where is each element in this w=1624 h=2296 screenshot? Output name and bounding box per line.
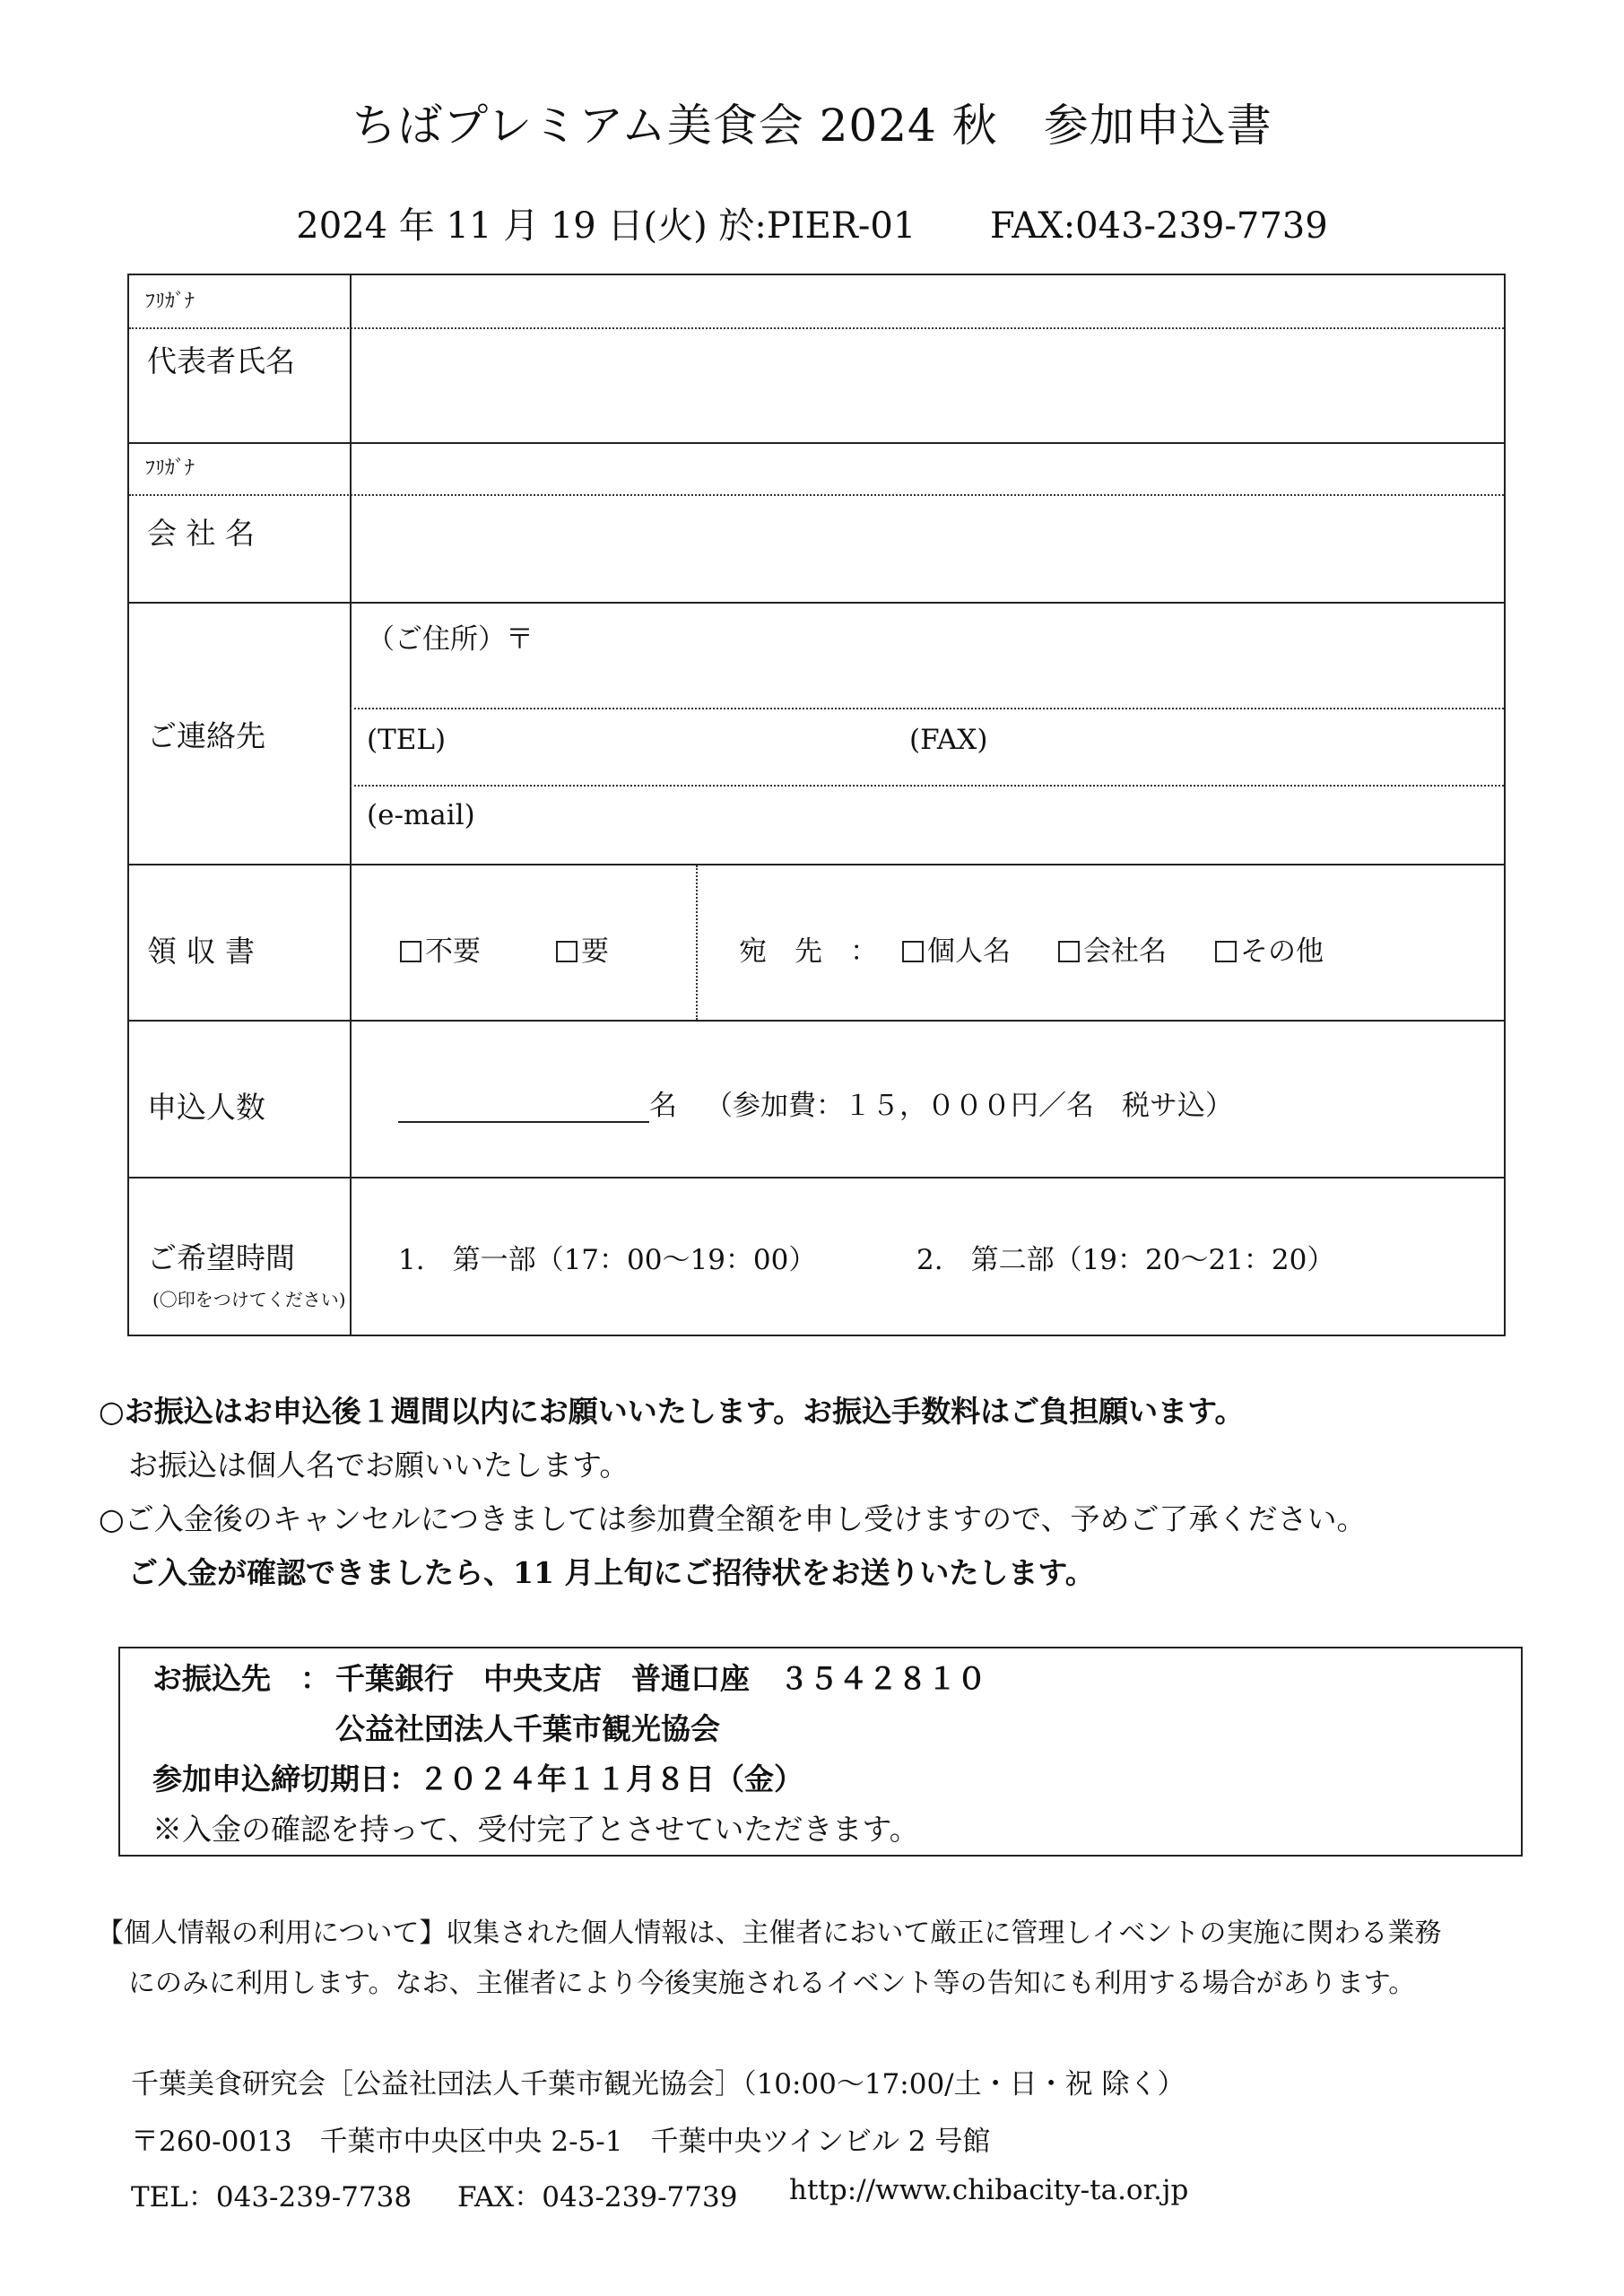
event-info — [0, 197, 1624, 248]
note-transfer-deadline: ○お振込はお申込後１週間以内にお願いいたします。お振込手数料はご負担願います。 — [99, 1394, 1245, 1429]
divider — [350, 785, 1504, 787]
bank-account: 千葉銀行 中央支店 普通口座 ３５４２８１０ — [335, 1661, 986, 1696]
applicants-label: 申込人数 — [147, 1090, 265, 1125]
checkbox[interactable] — [1058, 941, 1080, 962]
time-preference-note: (〇印をつけてください) — [152, 1289, 346, 1310]
furigana-label: ﾌﾘｶﾞﾅ — [145, 457, 195, 480]
contact-label: ご連絡先 — [147, 718, 265, 753]
note-invitation: ご入金が確認できましたら、11 月上旬にご招待状をお送りいたします。 — [128, 1555, 1095, 1590]
fax-field[interactable]: (FAX) — [909, 724, 988, 756]
company-furigana-field[interactable] — [352, 444, 1504, 494]
receipt-unneeded-option[interactable]: 不要 — [400, 928, 481, 969]
page-title: ちばプレミアム美食会 2024 秋 参加申込書 — [352, 100, 1272, 152]
divider — [129, 864, 1504, 865]
address-field[interactable]: （ご住所）〒 — [367, 623, 534, 656]
fee-text: （参加費：１５，０００円／名 税サ込） — [705, 1090, 1233, 1122]
representative-name-field[interactable] — [352, 329, 1504, 442]
bank-account-holder: 公益社団法人千葉市観光協会 — [335, 1711, 720, 1746]
receipt-needed-option[interactable]: 要 — [556, 928, 609, 969]
addressee-label: 宛 先 ： — [739, 935, 878, 968]
divider — [696, 865, 698, 1020]
footer-address: 〒260-0013 千葉市中央区中央 2-5-1 千葉中央ツインビル 2 号館 — [131, 2126, 991, 2158]
divider — [129, 602, 1504, 604]
event-date: 2024 年 11 月 19 日(火) — [296, 205, 708, 247]
divider — [350, 708, 1504, 709]
email-field[interactable]: (e-mail) — [367, 799, 475, 831]
checkbox[interactable] — [1215, 941, 1237, 962]
divider — [129, 1020, 1504, 1022]
bank-info-box — [118, 1647, 1523, 1857]
company-name-field[interactable] — [352, 496, 1504, 602]
checkbox[interactable] — [902, 941, 924, 962]
application-form — [127, 274, 1506, 1336]
addressee-company-option[interactable]: 会社名 — [1058, 928, 1167, 969]
addressee-other-option[interactable]: その他 — [1215, 928, 1324, 969]
representative-furigana-field[interactable] — [352, 275, 1504, 327]
privacy-notice-line2: にのみに利用します。なお、主催者により今後実施されるイベント等の告知にも利用する場合があります。 — [128, 1968, 1416, 1999]
divider — [129, 1177, 1504, 1178]
note-transfer-name: お振込は個人名でお願いいたします。 — [128, 1448, 630, 1483]
addressee-personal-option[interactable]: 個人名 — [902, 928, 1011, 969]
bank-note: ※入金の確認を持って、受付完了とさせていただきます。 — [152, 1812, 919, 1847]
company-label: 会 社 名 — [147, 516, 255, 551]
bank-label: お振込先 ： — [152, 1661, 330, 1696]
footer-tel: TEL：043-239-7738 — [131, 2181, 413, 2213]
footer-url[interactable]: http://www.chibacity-ta.or.jp — [789, 2174, 1189, 2206]
footer-organization: 千葉美食研究会［公益社団法人千葉市観光協会］（10:00～17:00/土・日・祝 除く） — [131, 2068, 1185, 2100]
time-option-part2[interactable]: 2. 第二部（19：20～21：20） — [916, 1244, 1335, 1276]
applicant-count-input-line[interactable] — [398, 1094, 649, 1123]
footer-fax: FAX：043-239-7739 — [457, 2181, 738, 2213]
checkbox[interactable] — [556, 941, 578, 962]
application-deadline: 参加申込締切期日：２０２４年１１月８日（金） — [152, 1761, 803, 1796]
event-fax: FAX:043-239-7739 — [990, 205, 1328, 247]
event-venue: 於:PIER-01 — [718, 205, 916, 247]
time-option-part1[interactable]: 1. 第一部（17：00～19：00） — [398, 1244, 817, 1276]
tel-field[interactable]: (TEL) — [367, 724, 447, 756]
applicant-unit: 名 — [649, 1090, 677, 1122]
checkbox[interactable] — [400, 941, 421, 962]
receipt-label: 領 収 書 — [147, 934, 255, 969]
applicant-count-field[interactable] — [398, 1083, 677, 1123]
furigana-label: ﾌﾘｶﾞﾅ — [145, 291, 195, 313]
representative-label: 代表者氏名 — [147, 344, 295, 378]
note-cancellation: ○ご入金後のキャンセルにつきましては参加費全額を申し受けますので、予めご了承ください。 — [99, 1501, 1367, 1536]
privacy-notice-line1: 【個人情報の利用について】収集された個人情報は、主催者において厳正に管理しイベントの実施に関わる業務 — [97, 1918, 1442, 1949]
time-preference-label: ご希望時間 — [147, 1240, 295, 1275]
